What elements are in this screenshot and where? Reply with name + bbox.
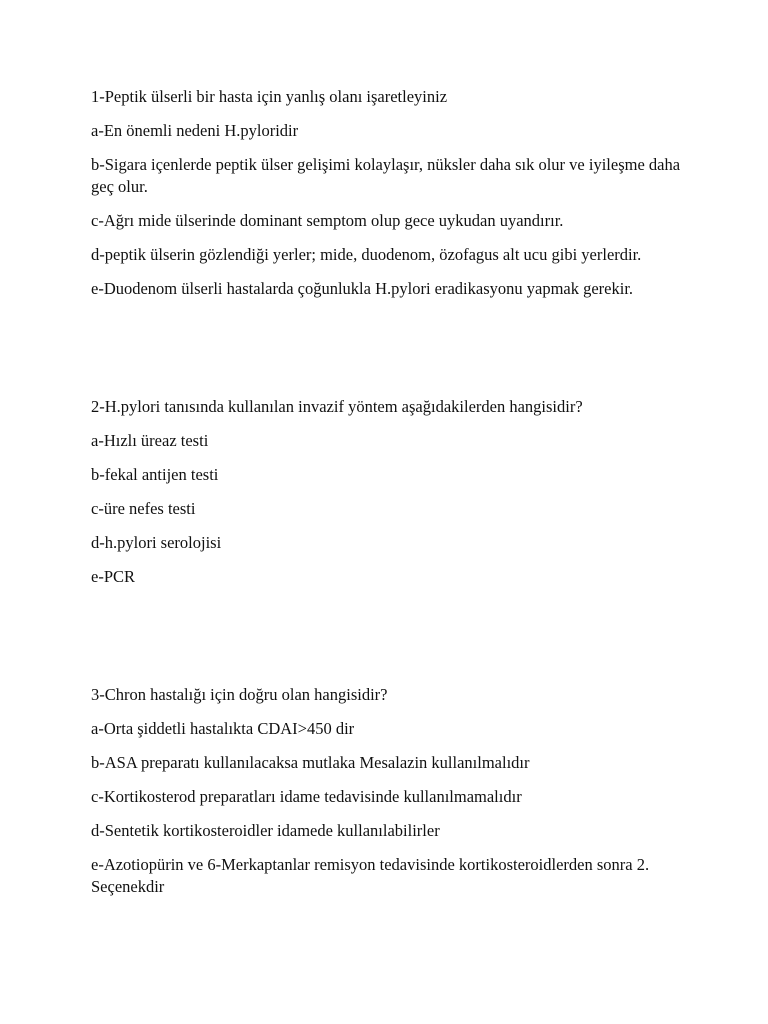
option-d: d-Sentetik kortikosteroidler idamede kullanılabilirler <box>91 821 440 840</box>
option-a: a-Orta şiddetli hastalıkta CDAI>450 dir <box>91 719 355 738</box>
option-a: a-Hızlı üreaz testi <box>91 431 209 450</box>
option-c: c-üre nefes testi <box>91 499 196 518</box>
option-b: b-Sigara içenlerde peptik ülser gelişimi kolaylaşır, nüksler daha sık olur ve iyileşme daha geç olur. <box>91 155 681 196</box>
option-c: c-Kortikosterod preparatları idame tedavisinde kullanılmamalıdır <box>91 787 522 806</box>
question-1 <box>91 86 691 300</box>
option-e: e-Azotiopürin ve 6-Merkaptanlar remisyon tedavisinde kortikosteroidlerden sonra 2. Seçenekdir <box>91 855 650 896</box>
option-d: d-peptik ülserin gözlendiği yerler; mide, duodenom, özofagus alt ucu gibi yerlerdir. <box>91 245 642 264</box>
question-list <box>91 86 691 910</box>
option-b: b-ASA preparatı kullanılacaksa mutlaka Mesalazin kullanılmalıdır <box>91 753 530 772</box>
option-c: c-Ağrı mide ülserinde dominant semptom olup gece uykudan uyandırır. <box>91 211 564 230</box>
question-stem: 1-Peptik ülserli bir hasta için yanlış olanı işaretleyiniz <box>91 87 448 106</box>
question-stem: 2-H.pylori tanısında kullanılan invazif yöntem aşağıdakilerden hangisidir? <box>91 397 583 416</box>
option-d: d-h.pylori serolojisi <box>91 533 222 552</box>
question-2 <box>91 396 691 588</box>
option-e: e-Duodenom ülserli hastalarda çoğunlukla H.pylori eradikasyonu yapmak gerekir. <box>91 279 634 298</box>
option-b: b-fekal antijen testi <box>91 465 219 484</box>
option-a: a-En önemli nedeni H.pyloridir <box>91 121 299 140</box>
question-3 <box>91 684 691 898</box>
question-stem: 3-Chron hastalığı için doğru olan hangisidir? <box>91 685 388 704</box>
option-e: e-PCR <box>91 567 136 586</box>
